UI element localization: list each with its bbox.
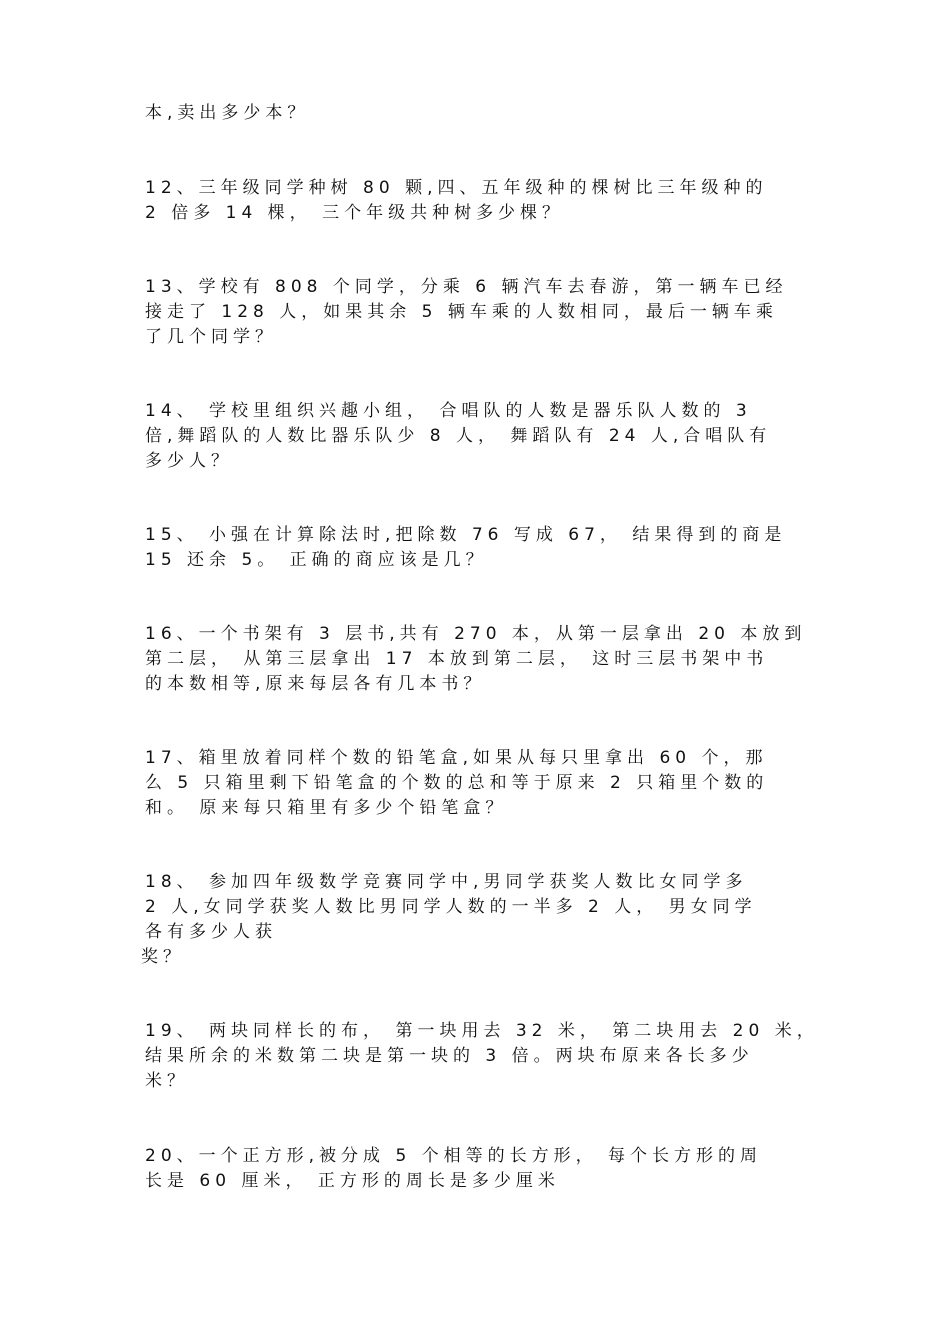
problem-line: 米？ [145, 1071, 189, 1091]
problem-line: 接走了 128 人，如果其余 5 辆车乘的人数相同，最后一辆车乘 [145, 302, 778, 322]
problem-18 [141, 870, 810, 970]
problem-line: 19、 两块同样长的布， 第一块用去 32 米， 第二块用去 20 米， [145, 1021, 819, 1041]
problem-line: 18、 参加四年级数学竞赛同学中,男同学获奖人数比女同学多 [145, 872, 748, 892]
problem-line: 各有多少人获 [145, 922, 277, 942]
problem-line: 16、一个书架有 3 层书,共有 270 本，从第一层拿出 20 本放到 [145, 624, 807, 644]
problem-line: 17、箱里放着同样个数的铅笔盒,如果从每只里拿出 60 个，那 [145, 748, 768, 768]
problem-line: 和。 原来每只箱里有多少个铅笔盒？ [145, 798, 508, 818]
problem-line: 2 人,女同学获奖人数比男同学人数的一半多 2 人， 男女同学 [145, 897, 757, 917]
problem-line: 20、一个正方形,被分成 5 个相等的长方形， 每个长方形的周 [145, 1146, 763, 1166]
problem-line: 13、学校有 808 个同学，分乘 6 辆汽车去春游，第一辆车已经 [145, 277, 788, 297]
problem-line: 么 5 只箱里剩下铅笔盒的个数的总和等于原来 2 只箱里个数的 [145, 773, 769, 793]
problem-14 [145, 399, 810, 474]
problem-20 [145, 1144, 810, 1194]
problem-line: 了几个同学？ [145, 327, 277, 347]
problem-17 [145, 746, 810, 821]
problem-16 [145, 622, 810, 697]
problem-12 [145, 176, 810, 226]
problem-11-continuation [145, 101, 810, 126]
problem-line: 奖？ [141, 947, 185, 967]
problem-line: 结果所余的米数第二块是第一块的 3 倍。两块布原来各长多少 [145, 1046, 754, 1066]
problem-line: 15 还余 5。 正确的商应该是几？ [145, 550, 488, 570]
problem-15 [145, 523, 810, 573]
problem-line: 15、 小强在计算除法时,把除数 76 写成 67， 结果得到的商是 [145, 525, 787, 545]
problem-line: 倍,舞蹈队的人数比器乐队少 8 人， 舞蹈队有 24 人,合唱队有 [145, 426, 772, 446]
problem-line: 本,卖出多少本？ [145, 103, 310, 123]
problem-line: 第二层， 从第三层拿出 17 本放到第二层， 这时三层书架中书 [145, 649, 769, 669]
problem-13 [145, 275, 810, 350]
problem-line: 14、 学校里组织兴趣小组， 合唱队的人数是器乐队人数的 3 [145, 401, 752, 421]
problem-line: 多少人？ [145, 451, 233, 471]
problem-line: 12、三年级同学种树 80 颗,四、五年级种的棵树比三年级种的 [145, 178, 768, 198]
problem-19 [145, 1019, 819, 1094]
problem-line: 的本数相等,原来每层各有几本书？ [145, 674, 486, 694]
problem-line: 长是 60 厘米， 正方形的周长是多少厘米 [145, 1171, 560, 1191]
problem-line: 2 倍多 14 棵， 三个年级共种树多少棵？ [145, 203, 565, 223]
